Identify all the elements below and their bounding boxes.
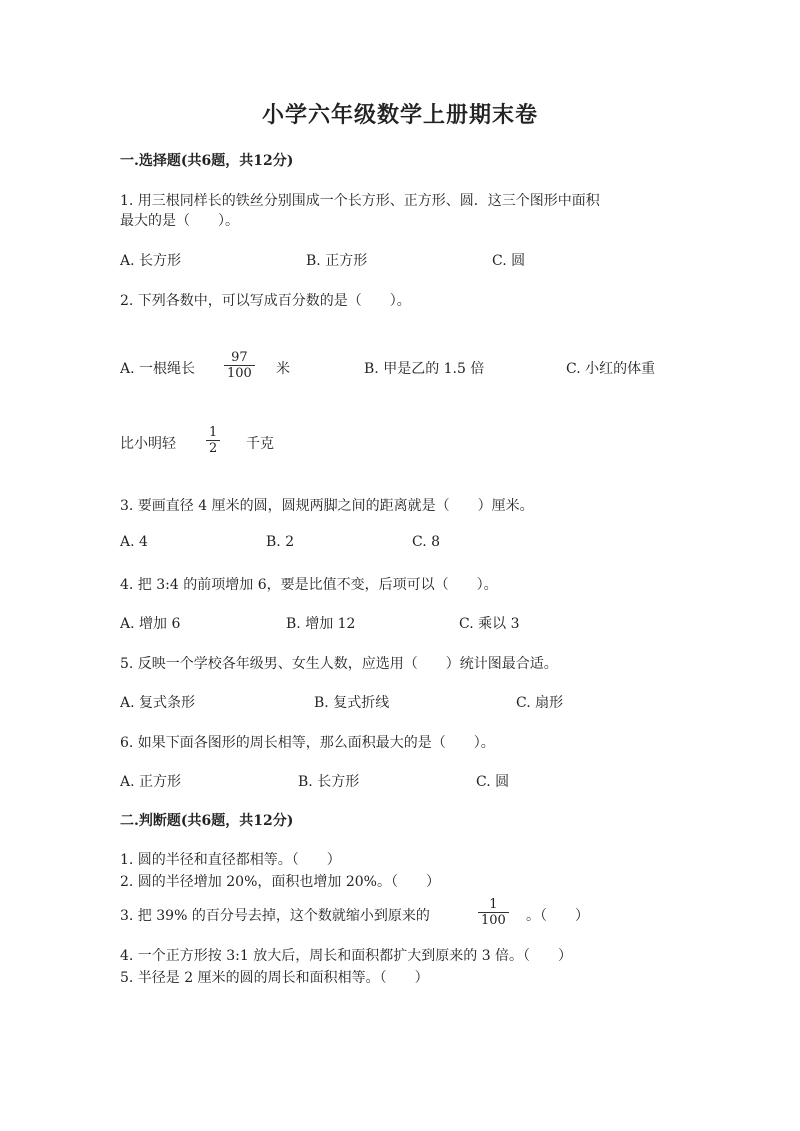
q3-option-b: B. 2 — [266, 534, 295, 550]
q3-option-a: A. 4 — [120, 534, 148, 550]
judge-3-fraction — [478, 897, 509, 928]
q1-option-b: B. 正方形 — [306, 253, 368, 269]
q4-option-a: A. 增加 6 — [120, 616, 181, 632]
q5-option-c: C. 扇形 — [516, 695, 564, 711]
q2-stem: 2. 下列各数中，可以写成百分数的是（ ）。 — [120, 293, 411, 309]
fraction-denominator: 100 — [481, 913, 506, 928]
q6-stem: 6. 如果下面各图形的周长相等，那么面积最大的是（ ）。 — [120, 735, 495, 751]
fraction-numerator: 1 — [489, 897, 498, 912]
fraction-numerator: 97 — [231, 350, 248, 365]
q2-option-c-fraction — [206, 425, 220, 456]
q5-option-b: B. 复式折线 — [314, 695, 390, 711]
q5-stem: 5. 反映一个学校各年级男、女生人数，应选用（ ）统计图最合适。 — [120, 656, 558, 672]
judge-3-prefix: 3. 把 39% 的百分号去掉，这个数就缩小到原来的 — [120, 908, 430, 924]
q2-option-c-continued: 比小明轻 — [120, 436, 176, 452]
judge-3-suffix: 。（ ） — [526, 908, 589, 924]
q6-option-a: A. 正方形 — [120, 774, 182, 790]
section-heading-choice: 一.选择题(共6题，共12分) — [120, 153, 294, 169]
q1-option-c: C. 圆 — [492, 253, 526, 269]
judge-2: 2. 圆的半径增加 20%，面积也增加 20%。（ ） — [120, 874, 440, 890]
judge-4: 4. 一个正方形按 3:1 放大后，周长和面积都扩大到原来的 3 倍。（ ） — [120, 948, 573, 964]
fraction-numerator: 1 — [209, 425, 218, 440]
q2-option-a-suffix: 米 — [276, 361, 290, 377]
section-heading-judgement: 二.判断题(共6题，共12分) — [120, 813, 294, 829]
q3-stem: 3. 要画直径 4 厘米的圆，圆规两脚之间的距离就是（ ）厘米。 — [120, 498, 534, 514]
q1-stem-line2: 最大的是（ ）。 — [120, 213, 239, 229]
q5-option-a: A. 复式条形 — [120, 695, 196, 711]
page-title: 小学六年级数学上册期末卷 — [261, 102, 538, 128]
q1-option-a: A. 长方形 — [120, 253, 182, 269]
q2-option-c-suffix: 千克 — [246, 436, 274, 452]
q6-option-c: C. 圆 — [476, 774, 510, 790]
q4-option-b: B. 增加 12 — [286, 616, 356, 632]
q2-option-a-fraction — [224, 350, 255, 381]
q6-option-b: B. 长方形 — [298, 774, 360, 790]
fraction-denominator: 2 — [209, 441, 218, 456]
q2-option-b: B. 甲是乙的 1.5 倍 — [364, 361, 485, 377]
q4-stem: 4. 把 3:4 的前项增加 6，要是比值不变，后项可以（ ）。 — [120, 577, 498, 593]
fraction-denominator: 100 — [227, 366, 252, 381]
q3-option-c: C. 8 — [412, 534, 441, 550]
q1-stem-line1: 1. 用三根同样长的铁丝分别围成一个长方形、正方形、圆．这三个图形中面积 — [120, 193, 600, 209]
judge-5: 5. 半径是 2 厘米的圆的周长和面积相等。（ ） — [120, 970, 429, 986]
q4-option-c: C. 乘以 3 — [459, 616, 520, 632]
q2-option-a-prefix: A. 一根绳长 — [120, 361, 196, 377]
judge-1: 1. 圆的半径和直径都相等。（ ） — [120, 852, 341, 868]
q2-option-c-prefix: C. 小红的体重 — [566, 361, 656, 377]
